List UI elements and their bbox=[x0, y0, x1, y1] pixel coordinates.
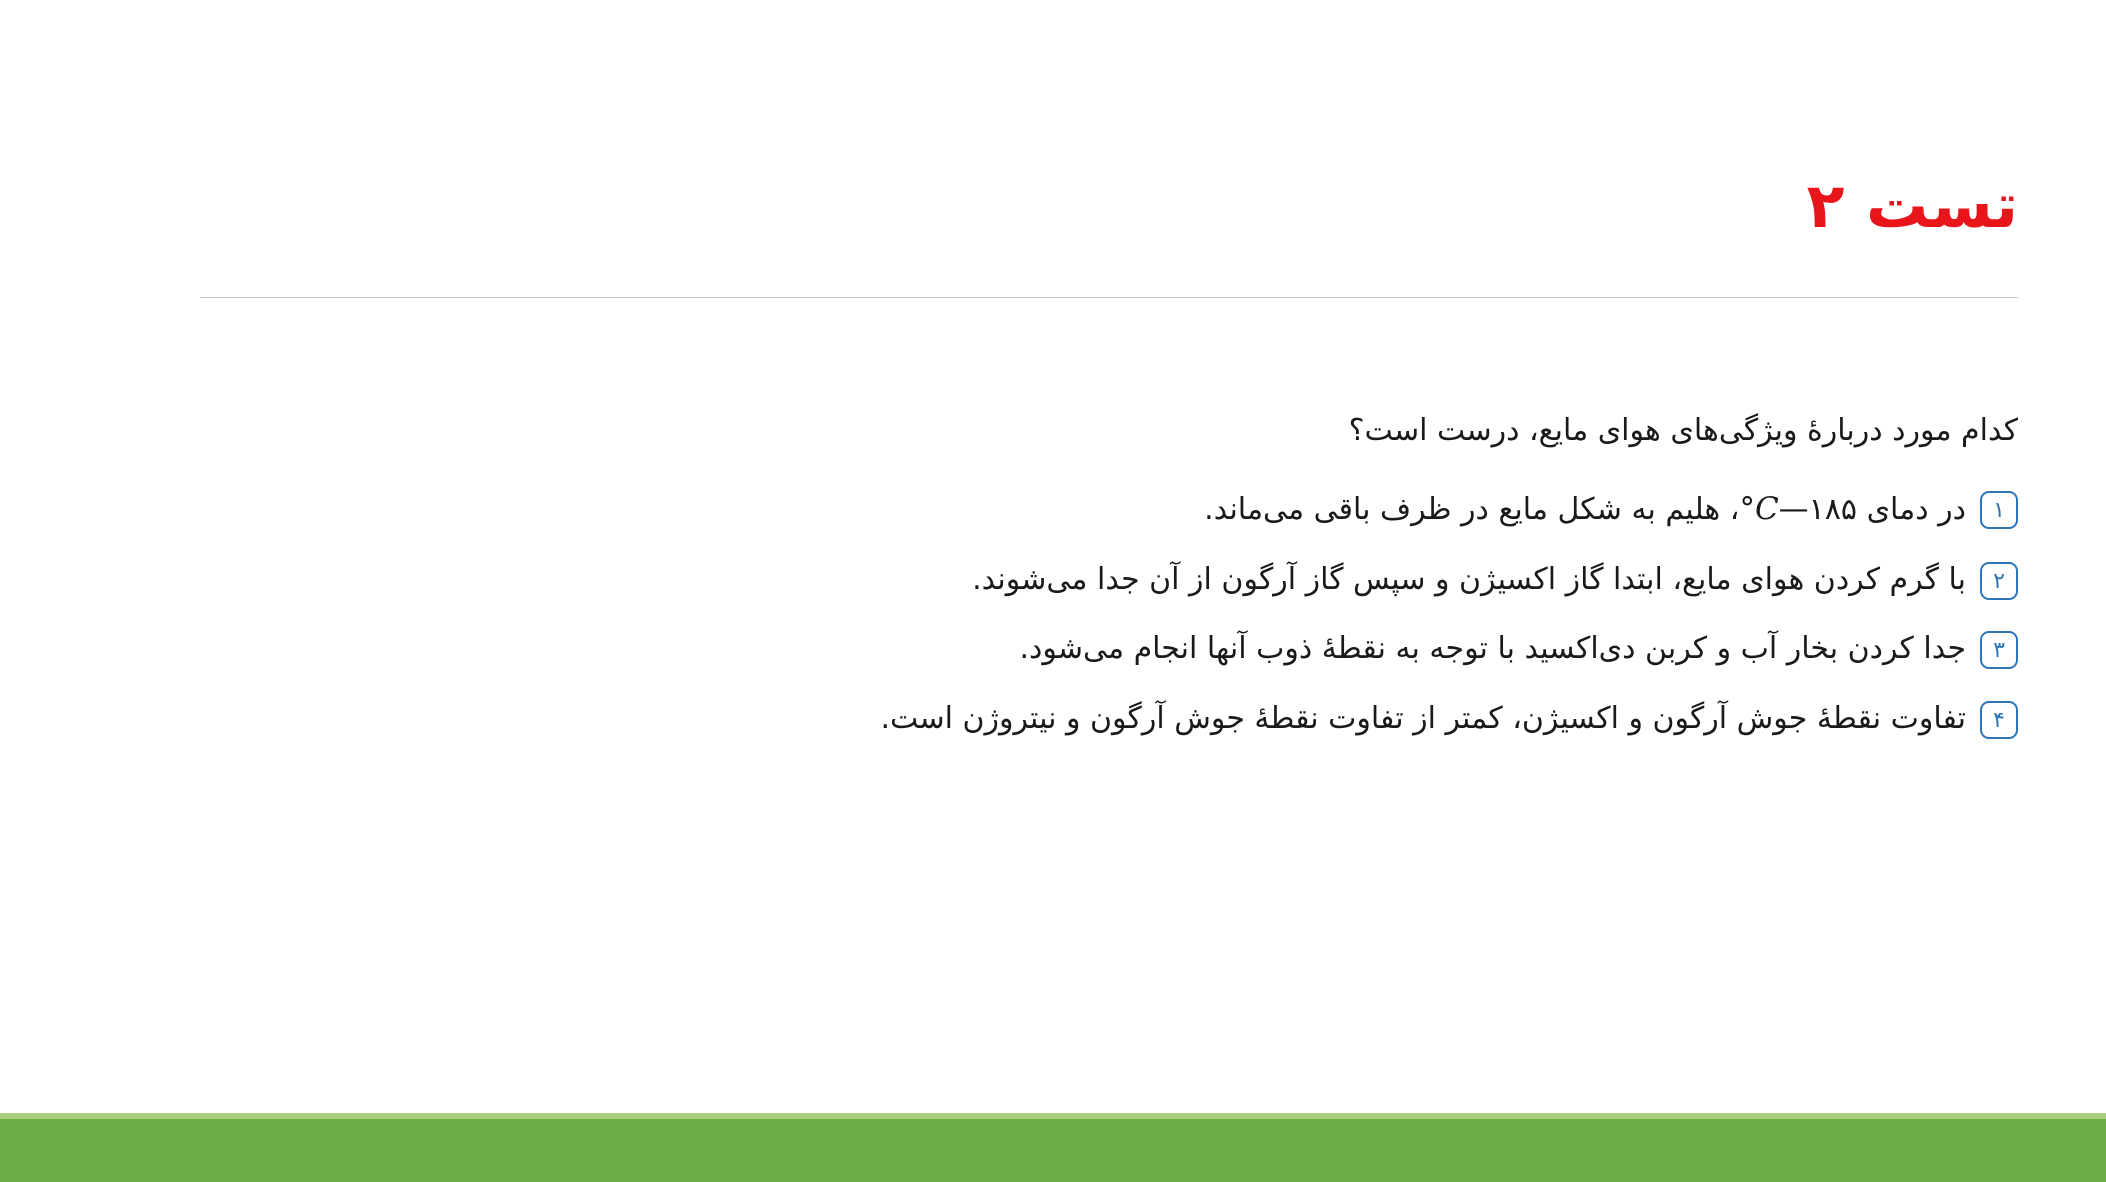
option-text-1 bbox=[1204, 487, 1966, 532]
option-marker-2[interactable]: ۲ bbox=[1980, 562, 2018, 600]
option-row[interactable] bbox=[200, 487, 2018, 532]
option-text-3: جدا کردن بخار آب و کربن دی‌اکسید با توجه به نقطهٔ ذوب آنها انجام می‌شود. bbox=[1019, 631, 1966, 667]
option-1-lead: در دمای bbox=[1866, 492, 1966, 527]
option-1-unit: C° bbox=[1739, 491, 1779, 527]
option-1-value: ۱۸۵— bbox=[1778, 492, 1858, 527]
option-text-4: تفاوت نقطهٔ جوش آرگون و اکسیژن، کمتر از تفاوت نقطهٔ جوش آرگون و نیتروژن است. bbox=[880, 700, 1966, 736]
question-stem: کدام مورد دربارهٔ ویژگی‌های هوای مایع، درست است؟ bbox=[1348, 413, 2018, 448]
footer-band bbox=[0, 1119, 2106, 1182]
option-1-tail: ، هلیم به شکل مایع در ظرف باقی می‌ماند. bbox=[1204, 492, 1740, 527]
option-marker-3[interactable]: ۳ bbox=[1980, 631, 2018, 669]
title-divider bbox=[200, 297, 2018, 298]
option-marker-4[interactable]: ۴ bbox=[1980, 701, 2018, 739]
option-row[interactable] bbox=[200, 627, 2018, 671]
option-text-2: با گرم کردن هوای مایع، ابتدا گاز اکسیژن و سپس گاز آرگون از آن جدا می‌شوند. bbox=[972, 561, 1966, 597]
question-block bbox=[200, 408, 2018, 766]
option-marker-1[interactable]: ۱ bbox=[1980, 491, 2018, 529]
title-area bbox=[0, 169, 2106, 242]
page-title: تست ۲ bbox=[1806, 169, 2018, 242]
option-row[interactable] bbox=[200, 697, 2018, 741]
option-row[interactable] bbox=[200, 558, 2018, 602]
